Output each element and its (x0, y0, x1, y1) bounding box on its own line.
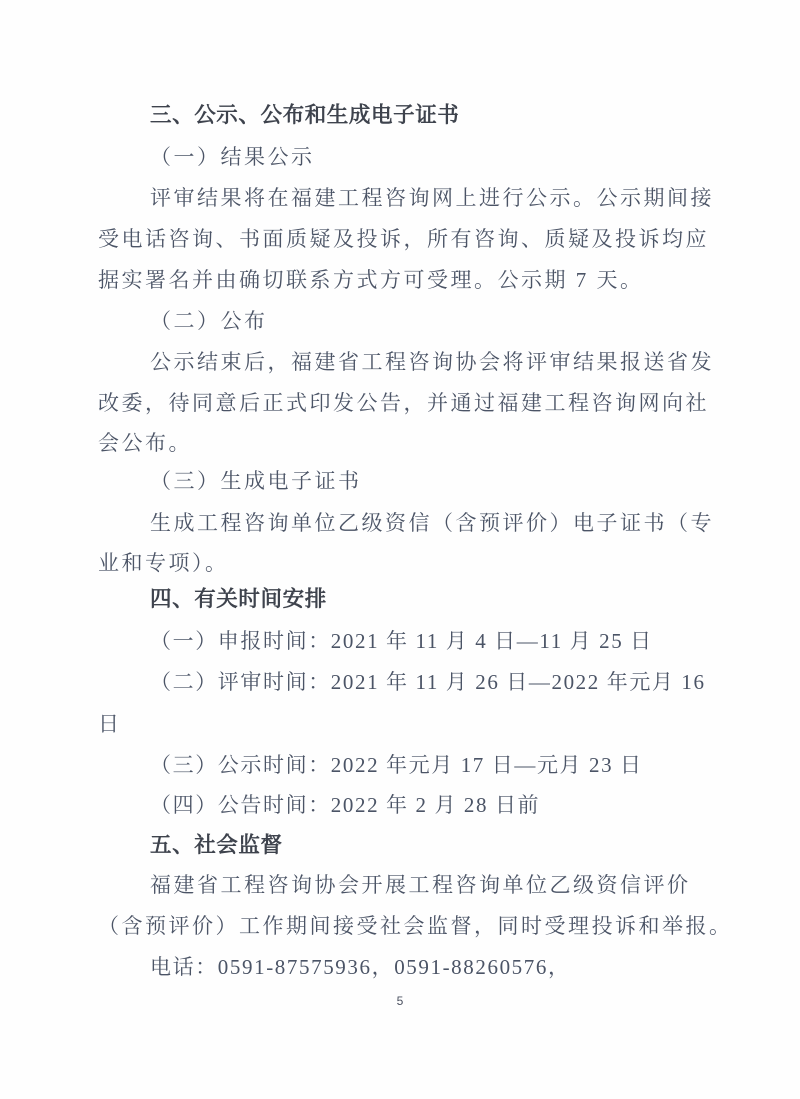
paragraph-line: 业和专项）。 (98, 551, 229, 575)
schedule-review-time-continuation: 日 (98, 712, 122, 736)
subsection-3-2-heading: （二）公布 (150, 309, 268, 333)
paragraph-line: 公示结束后，福建省工程咨询协会将评审结果报送省发 (150, 350, 714, 374)
schedule-application-time: （一）申报时间：2021 年 11 月 4 日—11 月 25 日 (150, 629, 653, 653)
section-3-heading: 三、公示、公布和生成电子证书 (150, 103, 460, 127)
schedule-review-time: （二）评审时间：2021 年 11 月 26 日—2022 年元月 16 (150, 670, 706, 694)
section-5-heading: 五、社会监督 (150, 833, 283, 857)
paragraph-line: 生成工程咨询单位乙级资信（含预评价）电子证书（专 (150, 511, 714, 535)
paragraph-line: 评审结果将在福建工程咨询网上进行公示。公示期间接 (150, 186, 714, 210)
schedule-announcement-time: （四）公告时间：2022 年 2 月 28 日前 (150, 793, 541, 817)
paragraph-line: 会公布。 (98, 431, 192, 455)
paragraph-line: 据实署名并由确切联系方式方可受理。公示期 7 天。 (98, 268, 644, 292)
contact-phone-line: 电话：0591-87575936，0591-88260576， (150, 955, 571, 979)
subsection-3-3-heading: （三）生成电子证书 (150, 469, 362, 493)
paragraph-line: 受电话咨询、书面质疑及投诉，所有咨询、质疑及投诉均应 (98, 227, 709, 251)
schedule-publicity-time: （三）公示时间：2022 年元月 17 日—元月 23 日 (150, 753, 643, 777)
paragraph-line: 福建省工程咨询协会开展工程咨询单位乙级资信评价 (150, 873, 691, 897)
paragraph-line: （含预评价）工作期间接受社会监督，同时受理投诉和举报。 (98, 914, 733, 938)
page-number: 5 (396, 994, 404, 1008)
paragraph-line: 改委，待同意后正式印发公告，并通过福建工程咨询网向社 (98, 391, 709, 415)
section-4-heading: 四、有关时间安排 (150, 587, 327, 611)
subsection-3-1-heading: （一）结果公示 (150, 145, 315, 169)
